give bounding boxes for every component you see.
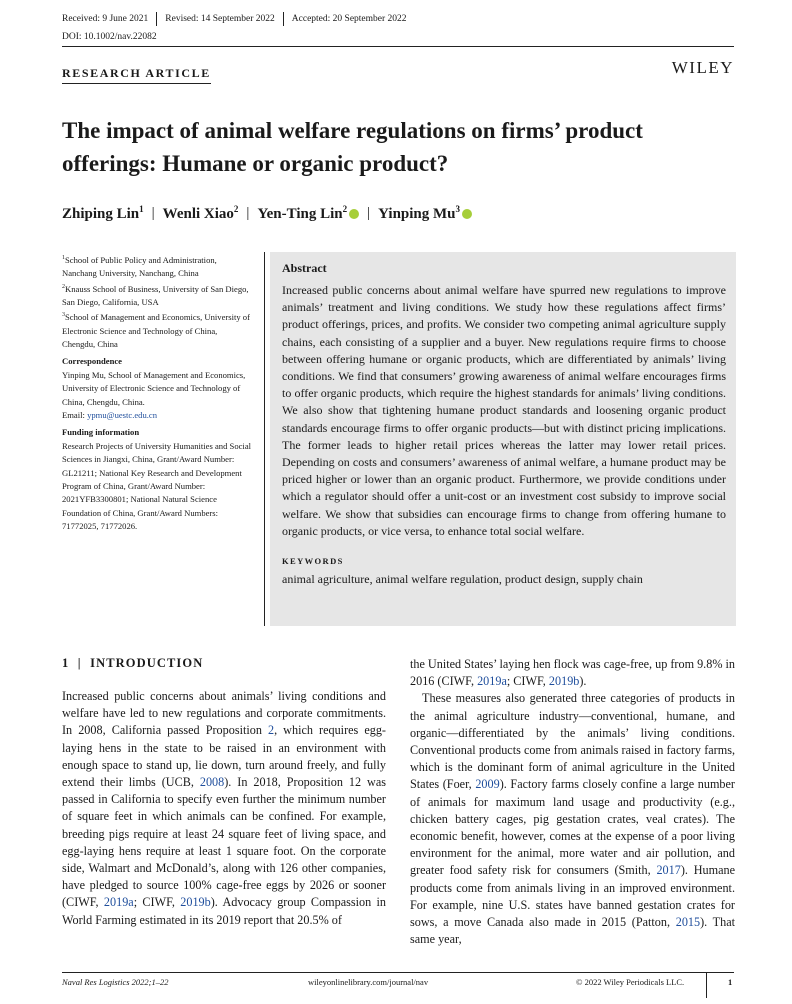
body-column-right: [410, 656, 735, 948]
abstract-heading: Abstract: [282, 261, 327, 275]
abstract-box: [270, 252, 736, 626]
citation-link[interactable]: 2009: [475, 777, 500, 792]
body-text: ).: [579, 674, 587, 689]
article-title: The impact of animal welfare regulations on firms’ product offerings: Humane or organic product?: [62, 118, 643, 176]
citation-link[interactable]: 2017: [656, 863, 681, 878]
accepted-date: Accepted: 20 September 2022: [291, 14, 407, 24]
article-type: RESEARCH ARTICLE: [62, 66, 211, 84]
citation-link[interactable]: 2: [267, 723, 275, 738]
email-line: Email: ypmu@uestc.edu.cn: [62, 410, 158, 421]
body-text: ). That same year,: [410, 915, 735, 947]
journal-url[interactable]: wileyonlinelibrary.com/journal/nav: [308, 977, 429, 987]
author-separator: |: [246, 205, 250, 221]
body-text: ; CIWF,: [133, 895, 181, 910]
citation-link[interactable]: 2019a: [103, 895, 134, 910]
orcid-icon[interactable]: [462, 209, 472, 219]
funding-heading: Funding information: [62, 427, 140, 438]
journal-citation: Naval Res Logistics 2022;1–22: [62, 977, 169, 987]
keywords-list: animal agriculture, animal welfare regulation, product design, supply chain: [282, 572, 643, 587]
correspondence-heading: Correspondence: [62, 356, 122, 367]
author-list: [62, 204, 472, 223]
article-dates: [62, 12, 415, 26]
author-name[interactable]: Wenli Xiao$^2$: [162, 204, 239, 222]
keywords-heading: KEYWORDS: [282, 556, 344, 567]
header-divider: [62, 46, 734, 47]
affiliation: $^1$School of Public Policy and Administration, Nanchang University, Nanchang, China: [62, 254, 217, 279]
body-text: Increased public concerns about animals’ living conditions and welfare have led to new regulations and corporate commitments. In 2008, California passed Proposition: [62, 689, 386, 738]
correspondence-text: Yinping Mu, School of Management and Economics, University of Electronic Science and Technology of China, Chengdu, China.: [62, 369, 246, 407]
body-text: ). In 2018, Proposition 12 was passed in California to specify even further the minimum number of square feet in which animals can be confined. For example, breeding pigs require at least 24 square feet of living space, and egg-laying hens require at least 1 square foot. On the corporate side, Walmart and McDonald’s, along with 126 other companies, have pledged to source 100% cage-free eggs by 2026 or sooner (CIWF,: [62, 775, 386, 910]
section-heading: 1 | INTRODUCTION: [62, 656, 204, 670]
abstract-text: Increased public concerns about animal welfare have spurred new regulations to improve animals’ treatment and living conditions. We study how these regulations affect firms’ product offerings, prices, and profits. We consider two competing animal agriculture supply chains, each consisting of a supplier and a buyer. New regulations require firms to choose between offering humane or organic products, which are differentiated by animals’ living conditions. We find that consumers’ growing awareness of animal welfare encourages firms to offer organic products, which require the highest standards for animals’ living conditions. We also show that tightening humane product standards and loosening organic product standards encourage firms to offer organic products—but with distinct pricing implications. The former leads to higher retail prices whereas the latter may lower retail prices. Depending on costs and consumers’ awareness of animal welfare, a humane product may be priced higher or lower than an organic product. Furthermore, we provide conditions under which a regulator should offer a unit-cost or an investment cost subsidy to improve social welfare. We show that subsidies can encourage firms to change from offering humane to organic products, or vice versa, to enhance total social welfare.: [282, 283, 726, 538]
publisher-logo: WILEY: [671, 58, 734, 77]
body-text: These measures also generated three categories of products in the animal agriculture industry—conventional, humane, and organic—differentiated by the animals’ living conditions. Conventional products come from animals raised in factory farms, which is the dominant form of animal agriculture in the United States (Foer,: [410, 691, 735, 792]
body-text: ). Advocacy group Compassion in World Farming estimated in its 2019 report that 20.5% of: [62, 895, 386, 927]
author-separator: |: [151, 205, 155, 221]
affiliation: $^2$Knauss School of Business, University of San Diego, San Diego, California, USA: [62, 283, 249, 307]
body-text: , which requires egg-laying hens in the state to be raised in an environment with enough space to stand up, lie down, turn around freely, and fully extend their limbs (UCB,: [62, 723, 386, 790]
paragraph: [62, 688, 386, 929]
affiliation: $^3$School of Management and Economics, University of Electronic Science and Technology of China, Chengdu, China: [62, 312, 250, 350]
orcid-icon[interactable]: [349, 209, 359, 219]
revised-date: Revised: 14 September 2022: [165, 14, 275, 24]
author-name[interactable]: Yen-Ting Lin$^2$: [257, 204, 359, 223]
doi[interactable]: DOI: 10.1002/nav.22082: [62, 32, 157, 42]
copyright: © 2022 Wiley Periodicals LLC.: [576, 977, 685, 987]
affiliations-sidebar: [62, 252, 252, 534]
citation-link[interactable]: 2019b: [548, 674, 580, 689]
author-name[interactable]: Yinping Mu$^3$: [378, 204, 472, 223]
footer-divider: [62, 972, 734, 973]
body-column-left: [62, 688, 386, 929]
citation-link[interactable]: 2008: [199, 775, 225, 790]
email-link[interactable]: ypmu@uestc.edu.cn: [87, 410, 158, 421]
citation-link[interactable]: 2019a: [477, 674, 507, 689]
page-number: 1: [728, 977, 733, 987]
body-text: ). Factory farms closely confine a large number of animals for maximum land usage and productivity (e.g., chicken battery cages, pig gestation crates, veal crates). The economic benefit, however, comes at the expense of a poor living environment for the animal, more water and air pollution, and greater food safety risk for consumers (Smith,: [410, 777, 735, 878]
funding-text: Research Projects of University Humanities and Social Sciences in Jiangxi, China, Grant/Award Number: GL21211; National Key Research and Development Program of China, Grant/Award Number: 2021YFB3300801; National Natural Science Foundation of China, Grant/Award Numbers: 71772025, 71772026.: [62, 440, 252, 532]
body-text: ; CIWF,: [506, 674, 549, 689]
paragraph: [410, 656, 735, 690]
sidebar-divider: [264, 252, 265, 626]
footer-separator: [706, 972, 707, 998]
citation-link[interactable]: 2019b: [180, 895, 211, 910]
citation-link[interactable]: 2015: [675, 915, 701, 930]
received-date: Received: 9 June 2021: [62, 14, 149, 24]
body-text: the United States’ laying hen flock was cage-free, up from 9.8% in 2016 (CIWF,: [410, 657, 736, 689]
author-separator: |: [367, 205, 371, 221]
author-name[interactable]: Zhiping Lin$^1$: [62, 204, 144, 222]
body-text: ). Humane products come from animals living in an improved environment. For example, nine U.S. states have banned gestation crates for sows, a move Canada also made in 2015 (Patton,: [410, 863, 735, 930]
paragraph: [410, 690, 735, 948]
